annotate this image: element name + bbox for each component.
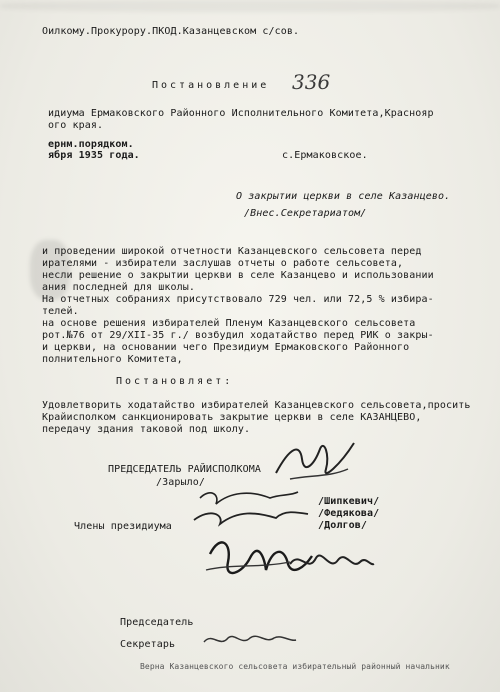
body-line: рот.№76 от 29/XII-35 г./ возбудил ходатайство перед РИК о закры-	[42, 330, 434, 341]
member-name: /Шипкевич/	[318, 496, 380, 507]
body-line: телей.	[42, 306, 79, 317]
date-line-2: ября 1935 года.	[48, 150, 140, 161]
member-name: /Долгов/	[318, 520, 367, 531]
issuer-line-2: ого края.	[48, 120, 104, 131]
body-line: и церкви, на основании чего Президиум Ермаковского Районного	[42, 342, 410, 353]
scribble-signature	[286, 544, 376, 584]
resolution-line: Крайисполком санкционировать закрытие церкви в селе КАЗАНЦЕВО,	[42, 412, 422, 423]
body-line: полнительного Комитета,	[42, 354, 183, 365]
date-line-1: ернм.порядком.	[48, 139, 134, 150]
footer-line: Верна Казанцевского сельсовета избирательный районный начальник	[140, 662, 450, 671]
body-line: и проведении широкой отчетности Казанцевского сельсовета перед	[42, 246, 422, 257]
body-line: на основе решения избирателей Пленум Казанцевского сельсовета	[42, 318, 416, 329]
body-line: На отчетных собраниях присутствовало 729 чел. или 72,5 % избира-	[42, 294, 434, 305]
chairman-title: ПРЕДСЕДАТЕЛЬ РАЙИСПОЛКОМА	[108, 464, 262, 475]
place: с.Ермаковское.	[282, 150, 368, 161]
bottom-chairman-label: Председатель	[120, 617, 194, 628]
body-line: ирателями - избиратели заслушав отчеты о работе сельсовета,	[42, 258, 404, 269]
member-name: /Федякова/	[318, 508, 380, 519]
body-line: несли решение о закрытии церкви в селе Казанцево и использовании	[42, 270, 434, 281]
distribution-line: Оилкому.Прокурору.ПКОД.Казанцевском с/сов.	[42, 26, 300, 37]
resolution-line: передачу здания таковой под школу.	[42, 424, 251, 435]
members-label: Члены президиума	[74, 521, 172, 532]
resolution-heading: Постановляет:	[116, 376, 234, 387]
submitted-by: /Внес.Секретариатом/	[244, 208, 367, 219]
resolution-line: Удовлетворить ходатайство избирателей Казанцевского сельсовета,просить	[42, 400, 471, 411]
chairman-signature	[270, 435, 360, 485]
subject: О закрытии церкви в селе Казанцево.	[236, 191, 451, 202]
chairman-name: /Зарыло/	[156, 477, 205, 488]
issuer-line-1: идиума Ермаковского Районного Исполнительного Комитета,Краснояр	[48, 108, 434, 119]
bottom-secretary-label: Секретарь	[120, 639, 176, 650]
document-number: 336	[292, 70, 331, 94]
body-line: ания последней для школы.	[42, 282, 196, 293]
secretary-signature	[200, 628, 300, 652]
document-heading: Постановление	[152, 80, 270, 91]
scan-smudge	[0, 0, 500, 12]
